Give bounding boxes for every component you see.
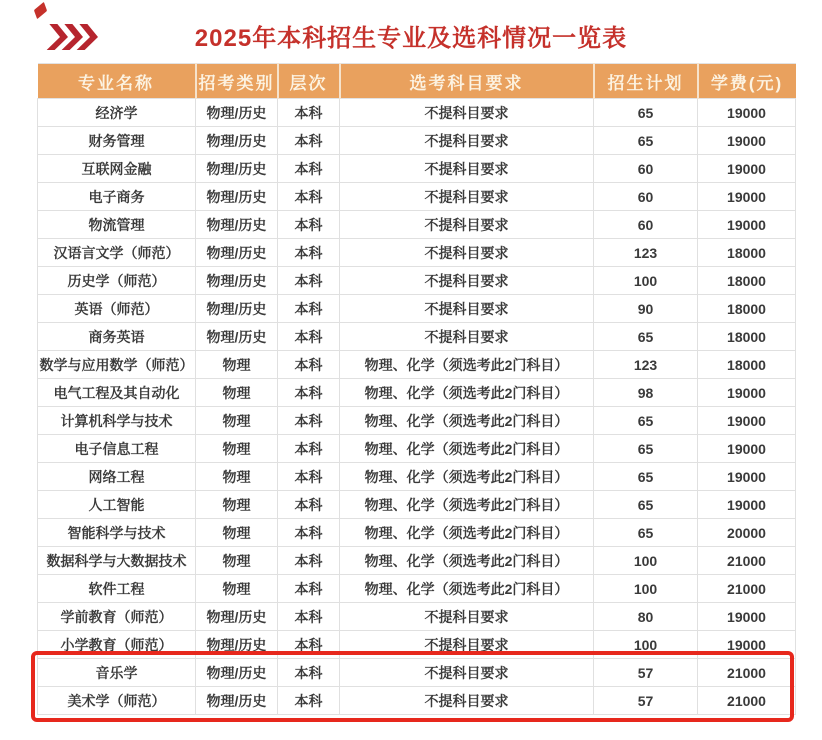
cell-subject-requirements: 物理、化学（须选考此2门科目）: [340, 519, 594, 547]
table-row-highlighted: [38, 687, 796, 715]
cell-enrollment-plan: 57: [594, 687, 698, 715]
cell-subject-requirements: 不提科目要求: [340, 211, 594, 239]
col-header-exam-category: 招考类别: [196, 64, 278, 99]
table-row: [38, 323, 796, 351]
cell-enrollment-plan: 65: [594, 127, 698, 155]
cell-subject-requirements: 不提科目要求: [340, 267, 594, 295]
table-row: [38, 379, 796, 407]
cell-exam-category: 物理/历史: [196, 267, 278, 295]
cell-major-name: 智能科学与技术: [38, 519, 196, 547]
cell-exam-category: 物理/历史: [196, 211, 278, 239]
cell-subject-requirements: 不提科目要求: [340, 295, 594, 323]
cell-enrollment-plan: 90: [594, 295, 698, 323]
cell-subject-requirements: 不提科目要求: [340, 631, 594, 659]
cell-subject-requirements: 不提科目要求: [340, 155, 594, 183]
cell-level: 本科: [278, 435, 340, 463]
cell-major-name: 音乐学: [38, 659, 196, 687]
table-row: [38, 407, 796, 435]
table-row: [38, 155, 796, 183]
page-header: [0, 20, 822, 58]
cell-tuition: 19000: [698, 463, 796, 491]
cell-enrollment-plan: 60: [594, 155, 698, 183]
cell-exam-category: 物理/历史: [196, 631, 278, 659]
cell-exam-category: 物理/历史: [196, 239, 278, 267]
table-row: [38, 211, 796, 239]
table-row: [38, 631, 796, 659]
cell-major-name: 互联网金融: [38, 155, 196, 183]
cell-level: 本科: [278, 351, 340, 379]
cell-enrollment-plan: 60: [594, 183, 698, 211]
cell-tuition: 18000: [698, 295, 796, 323]
cell-level: 本科: [278, 463, 340, 491]
cell-subject-requirements: 不提科目要求: [340, 127, 594, 155]
cell-tuition: 21000: [698, 547, 796, 575]
cell-major-name: 电子信息工程: [38, 435, 196, 463]
cell-major-name: 小学教育（师范）: [38, 631, 196, 659]
table-row: [38, 603, 796, 631]
cell-major-name: 电气工程及其自动化: [38, 379, 196, 407]
cell-enrollment-plan: 65: [594, 435, 698, 463]
cell-enrollment-plan: 65: [594, 407, 698, 435]
cell-level: 本科: [278, 407, 340, 435]
cell-subject-requirements: 物理、化学（须选考此2门科目）: [340, 575, 594, 603]
cell-exam-category: 物理: [196, 407, 278, 435]
table-row: [38, 575, 796, 603]
cell-level: 本科: [278, 183, 340, 211]
cell-tuition: 19000: [698, 183, 796, 211]
cell-tuition: 18000: [698, 239, 796, 267]
page-title: 2025年本科招生专业及选科情况一览表: [194, 25, 628, 52]
cell-subject-requirements: 不提科目要求: [340, 603, 594, 631]
table-row: [38, 99, 796, 127]
cell-major-name: 学前教育（师范）: [38, 603, 196, 631]
admissions-table: [37, 63, 796, 715]
col-header-major-name: 专业名称: [38, 64, 196, 99]
cell-major-name: 财务管理: [38, 127, 196, 155]
cell-major-name: 经济学: [38, 99, 196, 127]
cell-exam-category: 物理/历史: [196, 603, 278, 631]
table-body: [38, 99, 796, 715]
cell-exam-category: 物理: [196, 435, 278, 463]
table-row: [38, 351, 796, 379]
cell-major-name: 计算机科学与技术: [38, 407, 196, 435]
cell-tuition: 21000: [698, 575, 796, 603]
cell-level: 本科: [278, 239, 340, 267]
cell-tuition: 18000: [698, 267, 796, 295]
cell-enrollment-plan: 57: [594, 659, 698, 687]
corner-decoration: [34, 2, 47, 19]
cell-subject-requirements: 不提科目要求: [340, 183, 594, 211]
cell-exam-category: 物理: [196, 379, 278, 407]
cell-exam-category: 物理/历史: [196, 155, 278, 183]
table-row: [38, 519, 796, 547]
cell-enrollment-plan: 100: [594, 547, 698, 575]
cell-enrollment-plan: 65: [594, 463, 698, 491]
cell-level: 本科: [278, 99, 340, 127]
cell-subject-requirements: 物理、化学（须选考此2门科目）: [340, 547, 594, 575]
cell-enrollment-plan: 80: [594, 603, 698, 631]
cell-subject-requirements: 不提科目要求: [340, 659, 594, 687]
table-row: [38, 239, 796, 267]
col-header-enrollment-plan: 招生计划: [594, 64, 698, 99]
cell-major-name: 人工智能: [38, 491, 196, 519]
cell-enrollment-plan: 100: [594, 575, 698, 603]
cell-level: 本科: [278, 155, 340, 183]
table-row: [38, 127, 796, 155]
cell-exam-category: 物理: [196, 575, 278, 603]
cell-tuition: 20000: [698, 519, 796, 547]
cell-exam-category: 物理: [196, 463, 278, 491]
cell-tuition: 21000: [698, 659, 796, 687]
cell-major-name: 汉语言文学（师范）: [38, 239, 196, 267]
table-row: [38, 295, 796, 323]
cell-tuition: 19000: [698, 435, 796, 463]
cell-tuition: 19000: [698, 491, 796, 519]
cell-level: 本科: [278, 379, 340, 407]
cell-subject-requirements: 不提科目要求: [340, 239, 594, 267]
cell-tuition: 18000: [698, 323, 796, 351]
cell-exam-category: 物理/历史: [196, 323, 278, 351]
cell-exam-category: 物理: [196, 519, 278, 547]
cell-major-name: 电子商务: [38, 183, 196, 211]
cell-enrollment-plan: 60: [594, 211, 698, 239]
cell-enrollment-plan: 123: [594, 239, 698, 267]
cell-major-name: 网络工程: [38, 463, 196, 491]
cell-major-name: 软件工程: [38, 575, 196, 603]
cell-major-name: 美术学（师范）: [38, 687, 196, 715]
cell-exam-category: 物理/历史: [196, 127, 278, 155]
cell-exam-category: 物理/历史: [196, 687, 278, 715]
cell-enrollment-plan: 65: [594, 99, 698, 127]
table-row: [38, 267, 796, 295]
cell-enrollment-plan: 65: [594, 323, 698, 351]
col-header-tuition: 学费(元): [698, 64, 796, 99]
cell-enrollment-plan: 123: [594, 351, 698, 379]
table-row: [38, 183, 796, 211]
cell-major-name: 数学与应用数学（师范）: [38, 351, 196, 379]
cell-level: 本科: [278, 575, 340, 603]
cell-major-name: 物流管理: [38, 211, 196, 239]
table-row: [38, 547, 796, 575]
cell-tuition: 21000: [698, 687, 796, 715]
cell-enrollment-plan: 100: [594, 267, 698, 295]
cell-subject-requirements: 不提科目要求: [340, 323, 594, 351]
cell-level: 本科: [278, 211, 340, 239]
cell-subject-requirements: 物理、化学（须选考此2门科目）: [340, 491, 594, 519]
cell-level: 本科: [278, 603, 340, 631]
cell-subject-requirements: 不提科目要求: [340, 687, 594, 715]
cell-major-name: 商务英语: [38, 323, 196, 351]
cell-level: 本科: [278, 295, 340, 323]
cell-level: 本科: [278, 519, 340, 547]
cell-major-name: 历史学（师范）: [38, 267, 196, 295]
cell-level: 本科: [278, 687, 340, 715]
cell-tuition: 19000: [698, 211, 796, 239]
cell-level: 本科: [278, 547, 340, 575]
cell-level: 本科: [278, 267, 340, 295]
table-row: [38, 435, 796, 463]
cell-exam-category: 物理/历史: [196, 99, 278, 127]
cell-exam-category: 物理: [196, 351, 278, 379]
cell-subject-requirements: 物理、化学（须选考此2门科目）: [340, 435, 594, 463]
cell-level: 本科: [278, 631, 340, 659]
cell-subject-requirements: 物理、化学（须选考此2门科目）: [340, 463, 594, 491]
cell-tuition: 19000: [698, 99, 796, 127]
cell-level: 本科: [278, 323, 340, 351]
cell-level: 本科: [278, 659, 340, 687]
cell-tuition: 18000: [698, 351, 796, 379]
cell-exam-category: 物理/历史: [196, 659, 278, 687]
cell-tuition: 19000: [698, 631, 796, 659]
table-header-row: [38, 64, 796, 99]
table-row: [38, 491, 796, 519]
cell-tuition: 19000: [698, 379, 796, 407]
cell-subject-requirements: 物理、化学（须选考此2门科目）: [340, 351, 594, 379]
cell-tuition: 19000: [698, 155, 796, 183]
cell-subject-requirements: 物理、化学（须选考此2门科目）: [340, 407, 594, 435]
cell-tuition: 19000: [698, 603, 796, 631]
cell-enrollment-plan: 65: [594, 491, 698, 519]
cell-tuition: 19000: [698, 127, 796, 155]
cell-tuition: 19000: [698, 407, 796, 435]
table-row-highlighted: [38, 659, 796, 687]
cell-exam-category: 物理: [196, 547, 278, 575]
cell-enrollment-plan: 65: [594, 519, 698, 547]
cell-exam-category: 物理/历史: [196, 183, 278, 211]
cell-level: 本科: [278, 491, 340, 519]
col-header-subject-requirements: 选考科目要求: [340, 64, 594, 99]
col-header-level: 层次: [278, 64, 340, 99]
cell-enrollment-plan: 100: [594, 631, 698, 659]
cell-subject-requirements: 物理、化学（须选考此2门科目）: [340, 379, 594, 407]
cell-major-name: 数据科学与大数据技术: [38, 547, 196, 575]
cell-enrollment-plan: 98: [594, 379, 698, 407]
cell-exam-category: 物理/历史: [196, 295, 278, 323]
cell-level: 本科: [278, 127, 340, 155]
cell-major-name: 英语（师范）: [38, 295, 196, 323]
cell-subject-requirements: 不提科目要求: [340, 99, 594, 127]
cell-exam-category: 物理: [196, 491, 278, 519]
triple-chevron-right-icon: [48, 24, 102, 50]
table-row: [38, 463, 796, 491]
